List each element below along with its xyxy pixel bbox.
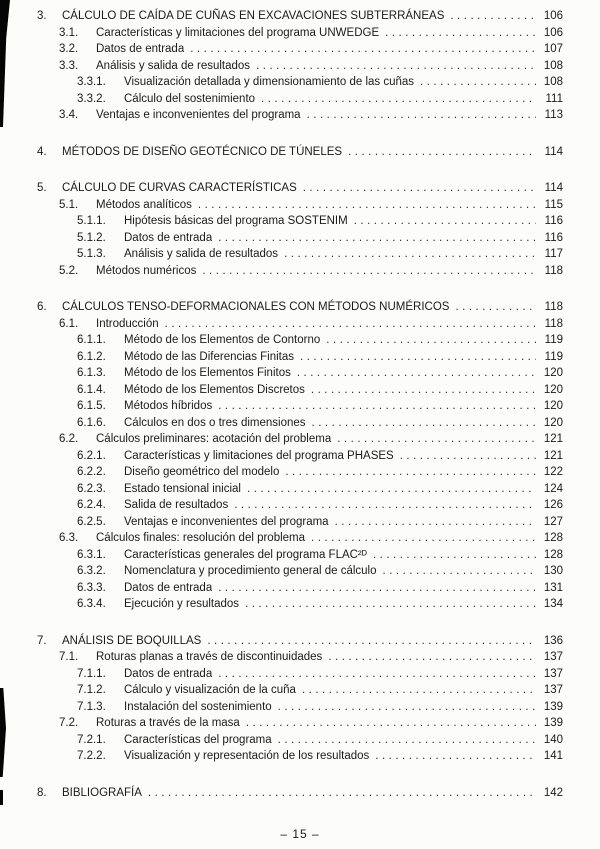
toc-entry-page: 137 xyxy=(543,651,563,663)
toc-entry-title: CÁLCULO DE CAÍDA DE CUÑAS EN EXCAVACIONES SUBTERRÁNEAS xyxy=(62,10,445,22)
toc-entry-number: 6.1.3. xyxy=(77,367,106,379)
toc-entry-number: 6.2.2. xyxy=(77,466,106,478)
toc-leader-dots xyxy=(302,682,536,699)
toc-leader-dots xyxy=(312,415,536,432)
toc-entry xyxy=(37,246,563,263)
toc-entry-number: 6.1.1. xyxy=(77,334,106,346)
toc-entry-number: 6.1.5. xyxy=(77,400,106,412)
toc-entry xyxy=(37,197,563,214)
toc-entry-title: Cálculo y visualización de la cuña xyxy=(124,684,296,696)
toc-leader-dots xyxy=(234,497,536,514)
toc-entry-page: 107 xyxy=(543,43,563,55)
toc-entry xyxy=(37,785,563,802)
toc-entry-title: Método de los Elementos Finitos xyxy=(124,367,291,379)
toc-entry xyxy=(37,230,563,247)
toc-entry-page: 139 xyxy=(543,717,563,729)
toc-entry-page: 141 xyxy=(543,750,563,762)
toc-entry-number: 3.1. xyxy=(59,26,79,39)
toc-entry-number: 7.1.2. xyxy=(77,684,106,696)
toc-entry-number: 6. xyxy=(37,301,47,313)
toc-entry-page: 127 xyxy=(543,515,563,528)
toc-entry-number: 6.3. xyxy=(59,532,79,544)
toc-entry-page: 108 xyxy=(543,76,563,88)
toc-entry xyxy=(37,563,563,580)
page-number-footer: – 15 – xyxy=(280,827,320,841)
toc-leader-dots xyxy=(307,107,536,124)
toc-entry xyxy=(37,398,563,415)
toc-entry-number: 7.2. xyxy=(59,717,79,729)
toc-entry xyxy=(37,349,563,366)
toc-entry-title: ANÁLISIS DE BOQUILLAS xyxy=(62,634,202,647)
toc-entry-page: 108 xyxy=(543,59,563,72)
toc-entry-page: 118 xyxy=(544,317,563,330)
toc-entry xyxy=(37,580,563,597)
toc-entry-title: Instalación del sostenimiento xyxy=(124,700,272,713)
toc-entry-page: 139 xyxy=(543,700,563,713)
toc-entry xyxy=(37,633,563,650)
toc-leader-dots xyxy=(247,481,536,498)
toc-entry-page: 118 xyxy=(544,301,563,313)
toc-entry-page: 106 xyxy=(543,26,563,39)
toc-entry xyxy=(37,415,563,432)
toc-leader-dots xyxy=(311,382,536,399)
toc-entry xyxy=(37,596,563,613)
toc-entry-number: 7. xyxy=(37,634,47,647)
toc-entry-number: 5. xyxy=(37,182,47,194)
toc-entry-title: Métodos híbridos xyxy=(124,400,213,412)
toc-entry-number: 4. xyxy=(37,145,47,158)
toc-entry-page: 120 xyxy=(543,416,563,429)
toc-entry-page: 134 xyxy=(543,598,563,610)
toc-entry-page: 118 xyxy=(544,264,563,277)
toc-entry-title: Características generales del programa FLAC²ᴰ xyxy=(124,548,367,561)
toc-leader-dots xyxy=(285,464,536,481)
toc-entry-number: 5.1.2. xyxy=(77,231,106,244)
toc-leader-dots xyxy=(326,332,536,349)
toc-entry-number: 7.2.1. xyxy=(77,733,106,746)
toc-entry-title: Método de las Diferencias Finitas xyxy=(124,350,295,363)
toc-leader-dots xyxy=(246,715,536,732)
toc-entry xyxy=(37,547,563,564)
toc-leader-dots xyxy=(354,213,536,230)
toc-leader-dots xyxy=(373,547,536,564)
toc-entry-title: Hipótesis básicas del programa SOSTENIM xyxy=(124,215,348,227)
toc-entry xyxy=(37,382,563,399)
toc-leader-dots xyxy=(218,580,536,597)
toc-entry-title: Ventajas e inconvenientes del programa xyxy=(96,109,301,121)
toc-entry xyxy=(37,666,563,683)
toc-entry-number: 6.1.4. xyxy=(77,383,106,396)
toc-entry xyxy=(37,365,563,382)
toc-entry-title: Ejecución y resultados xyxy=(124,598,240,610)
toc-entry xyxy=(37,732,563,749)
toc-entry-page: 126 xyxy=(543,499,563,511)
toc-entry-number: 6.3.4. xyxy=(77,598,106,610)
toc-entry xyxy=(37,74,563,91)
toc-entry-page: 137 xyxy=(543,684,563,696)
toc-leader-dots xyxy=(148,785,536,802)
toc-entry-number: 3.3. xyxy=(59,59,79,72)
toc-entry-title: Visualización y representación de los resultados xyxy=(124,750,370,762)
toc-entry-page: 114 xyxy=(544,145,563,158)
toc-entry-title: Características y limitaciones del programa PHASES xyxy=(124,449,394,462)
toc-entry-page: 130 xyxy=(543,565,563,577)
toc-entry xyxy=(37,91,563,108)
toc-entry-page: 142 xyxy=(543,786,563,799)
toc-leader-dots xyxy=(284,246,536,263)
toc-entry xyxy=(37,497,563,514)
toc-entry-title: Ventajas e inconvenientes del programa xyxy=(124,515,329,528)
toc-leader-dots xyxy=(256,58,536,75)
toc-entry-page: 114 xyxy=(544,182,563,194)
toc-entry-page: 121 xyxy=(543,433,563,445)
toc-entry xyxy=(37,715,563,732)
toc-entry-page: 119 xyxy=(544,334,563,346)
toc-entry xyxy=(37,41,563,58)
toc-entry-title: Datos de entrada xyxy=(124,667,213,680)
toc-entry xyxy=(37,481,563,498)
toc-leader-dots xyxy=(335,514,536,531)
toc-entry-title: BIBLIOGRAFÍA xyxy=(62,786,142,799)
toc-entry-number: 6.1.2. xyxy=(77,350,106,363)
toc-entry xyxy=(37,682,563,699)
toc-entry xyxy=(37,431,563,448)
toc-entry-title: Datos de entrada xyxy=(124,231,213,244)
toc-entry-number: 3.3.2. xyxy=(77,92,106,105)
toc-leader-dots xyxy=(218,666,536,683)
table-of-contents xyxy=(37,8,563,801)
toc-entry-title: CÁLCULO DE CURVAS CARACTERÍSTICAS xyxy=(62,182,297,194)
toc-entry-title: Métodos analíticos xyxy=(96,198,192,211)
toc-entry-title: Estado tensional inicial xyxy=(124,482,241,495)
toc-entry-number: 6.3.2. xyxy=(77,565,106,577)
toc-leader-dots xyxy=(375,748,536,765)
toc-leader-dots xyxy=(337,431,536,448)
toc-entry-page: 122 xyxy=(543,466,563,478)
toc-entry-number: 6.2.4. xyxy=(77,499,106,511)
toc-leader-dots xyxy=(207,633,536,650)
toc-leader-dots xyxy=(190,41,536,58)
toc-leader-dots xyxy=(198,197,536,214)
toc-entry xyxy=(37,464,563,481)
toc-entry-number: 7.1. xyxy=(59,651,79,663)
toc-entry-page: 111 xyxy=(545,92,563,105)
toc-entry-title: Cálculos en dos o tres dimensiones xyxy=(124,416,306,429)
toc-leader-dots xyxy=(348,144,536,161)
toc-leader-dots xyxy=(278,732,536,749)
toc-entry-page: 116 xyxy=(544,231,563,244)
scan-artifact-middle xyxy=(0,688,6,777)
toc-entry xyxy=(37,514,563,531)
toc-entry-page: 124 xyxy=(543,482,563,495)
scan-artifact-top xyxy=(0,0,10,127)
toc-entry-number: 7.1.3. xyxy=(77,700,106,713)
toc-entry-title: Datos de entrada xyxy=(96,43,185,55)
toc-entry-number: 7.2.2. xyxy=(77,750,106,762)
toc-leader-dots xyxy=(311,530,536,547)
toc-leader-dots xyxy=(202,263,536,280)
toc-leader-dots xyxy=(165,316,536,333)
toc-entry-title: Método de los Elementos Discretos xyxy=(124,383,305,396)
toc-leader-dots xyxy=(450,8,536,25)
toc-entry-page: 140 xyxy=(543,733,563,746)
toc-entry-title: Métodos numéricos xyxy=(96,264,197,277)
toc-leader-dots xyxy=(261,91,536,108)
toc-entry-title: MÉTODOS DE DISEÑO GEOTÉCNICO DE TÚNELES xyxy=(62,145,343,158)
toc-entry-number: 6.2. xyxy=(59,433,79,445)
toc-leader-dots xyxy=(385,25,536,42)
toc-entry xyxy=(37,144,563,161)
toc-entry xyxy=(37,332,563,349)
toc-entry-number: 3.2. xyxy=(59,43,79,55)
toc-entry-title: Datos de entrada xyxy=(124,581,213,594)
toc-entry-number: 5.1.3. xyxy=(77,248,106,260)
toc-leader-dots xyxy=(383,563,536,580)
toc-entry xyxy=(37,448,563,465)
toc-entry-number: 3.4. xyxy=(59,109,79,121)
toc-entry-title: Método de los Elementos de Contorno xyxy=(124,334,321,346)
toc-entry xyxy=(37,107,563,124)
toc-leader-dots xyxy=(420,74,536,91)
toc-entry xyxy=(37,25,563,42)
toc-entry-number: 5.2. xyxy=(59,264,79,277)
toc-entry-title: Cálculo del sostenimiento xyxy=(124,92,256,105)
toc-entry-page: 117 xyxy=(544,248,563,260)
toc-entry-number: 6.2.3. xyxy=(77,482,106,495)
toc-leader-dots xyxy=(218,398,536,415)
toc-entry xyxy=(37,263,563,280)
toc-entry-title: Nomenclatura y procedimiento general de cálculo xyxy=(124,565,377,577)
toc-entry-page: 128 xyxy=(543,548,563,561)
toc-entry-page: 121 xyxy=(543,449,563,462)
toc-entry xyxy=(37,58,563,75)
toc-entry-number: 3. xyxy=(37,10,47,22)
toc-entry-title: Salida de resultados xyxy=(124,499,229,511)
toc-entry-title: Análisis y salida de resultados xyxy=(124,248,279,260)
toc-entry-title: Características del programa xyxy=(124,733,272,746)
toc-entry-number: 6.1.6. xyxy=(77,416,106,429)
toc-entry-title: Introducción xyxy=(96,317,159,330)
toc-entry xyxy=(37,530,563,547)
toc-entry-page: 137 xyxy=(543,667,563,680)
toc-leader-dots xyxy=(218,230,536,247)
toc-entry xyxy=(37,299,563,316)
toc-entry xyxy=(37,748,563,765)
toc-entry-number: 8. xyxy=(37,786,47,799)
toc-entry-title: Roturas planas a través de discontinuidades xyxy=(96,651,323,663)
toc-entry-number: 6.2.5. xyxy=(77,515,106,528)
toc-leader-dots xyxy=(328,649,536,666)
toc-entry-title: Roturas a través de la masa xyxy=(96,717,240,729)
toc-leader-dots xyxy=(400,448,536,465)
toc-entry-title: Análisis y salida de resultados xyxy=(96,59,251,72)
toc-leader-dots xyxy=(455,299,536,316)
toc-entry xyxy=(37,180,563,197)
toc-leader-dots xyxy=(297,365,536,382)
toc-entry-page: 115 xyxy=(544,198,563,211)
toc-entry-page: 106 xyxy=(543,10,563,22)
toc-entry-number: 6.3.3. xyxy=(77,581,106,594)
toc-entry xyxy=(37,649,563,666)
toc-entry-number: 7.1.1. xyxy=(77,667,106,680)
toc-entry-title: Características y limitaciones del programa UNWEDGE xyxy=(96,26,380,39)
toc-leader-dots xyxy=(278,699,536,716)
toc-entry-title: Cálculos finales: resolución del problema xyxy=(96,532,306,544)
toc-entry-page: 120 xyxy=(543,383,563,396)
toc-entry-page: 131 xyxy=(543,581,563,594)
toc-entry xyxy=(37,316,563,333)
toc-entry-page: 113 xyxy=(544,109,563,121)
toc-entry-number: 6.3.1. xyxy=(77,548,106,561)
toc-leader-dots xyxy=(303,180,536,197)
toc-entry-number: 5.1. xyxy=(59,198,79,211)
toc-entry-page: 120 xyxy=(543,400,563,412)
toc-entry-page: 116 xyxy=(544,215,563,227)
toc-entry-page: 128 xyxy=(543,532,563,544)
toc-entry-title: Diseño geométrico del modelo xyxy=(124,466,280,478)
toc-entry-title: CÁLCULOS TENSO-DEFORMACIONALES CON MÉTODOS NUMÉRICOS xyxy=(62,301,450,313)
toc-entry xyxy=(37,8,563,25)
toc-entry-page: 136 xyxy=(543,634,563,647)
toc-entry xyxy=(37,699,563,716)
toc-entry-number: 5.1.1. xyxy=(77,215,106,227)
toc-entry-title: Visualización detallada y dimensionamiento de las cuñas xyxy=(124,76,415,88)
toc-entry-number: 6.1. xyxy=(59,317,79,330)
toc-entry-page: 119 xyxy=(544,350,563,363)
toc-entry-number: 6.2.1. xyxy=(77,449,106,462)
toc-leader-dots xyxy=(245,596,536,613)
toc-entry xyxy=(37,213,563,230)
toc-entry-number: 3.3.1. xyxy=(77,76,106,88)
toc-entry-title: Cálculos preliminares: acotación del problema xyxy=(96,433,332,445)
toc-leader-dots xyxy=(300,349,536,366)
scan-artifact-small xyxy=(0,790,3,805)
toc-entry-page: 120 xyxy=(543,367,563,379)
